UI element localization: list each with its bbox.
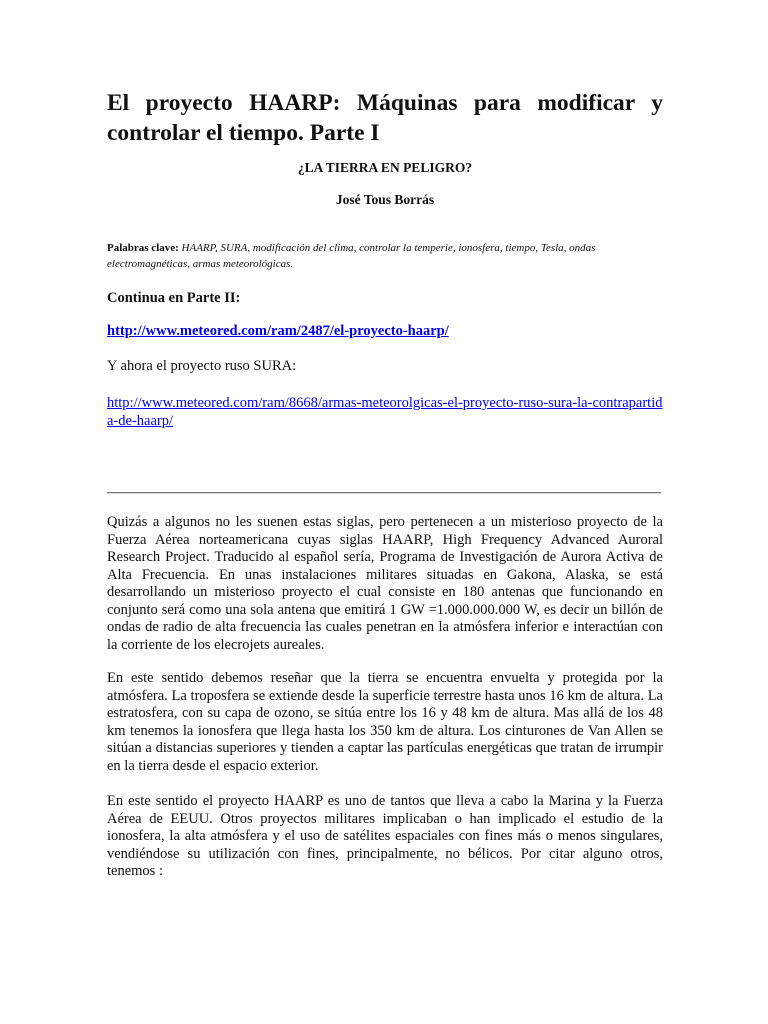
document-subtitle: ¿LA TIERRA EN PELIGRO? <box>297 160 473 175</box>
sura-intro: Y ahora el proyecto ruso SURA: <box>107 358 297 374</box>
body-paragraph-3: En este sentido el proyecto HAARP es uno de tantos que lleva a cabo la Marina y la Fuerza Aérea de EEUU. Otros proyectos militares implicaban o han implicado el estudio de la ionosfera, la alta atmósfera y el uso de satélites espaciales con fines más o menos singulares, vendiéndose su utilización con fines, principalmente, no bélicos. Por citar alguno otros, tenemos : <box>107 793 663 879</box>
part2-link[interactable]: http://www.meteored.com/ram/2487/el-proyecto-haarp/ <box>107 323 449 339</box>
sura-link[interactable]: http://www.meteored.com/ram/8668/armas-meteorolgicas-el-proyecto-ruso-sura-la-contrapartida-de-haarp/ <box>107 395 663 429</box>
keywords-block <box>107 240 663 272</box>
body-paragraph-2: En este sentido debemos reseñar que la tierra se encuentra envuelta y protegida por la atmósfera. La troposfera se extiende desde la superficie terrestre hasta unos 16 km de altura. La estratosfera, con su capa de ozono, se sitúa entre los 16 y 48 km de altura. Mas allá de los 48 km tenemos la ionosfera que llega hasta los 350 km de altura. Los cinturones de Van Allen se sitúan a distancias superiores y tienden a captar las partículas energéticas que tratan de irrumpir en la tierra desde el espacio exterior. <box>107 670 663 774</box>
author-name: José Tous Borrás <box>335 192 435 207</box>
keywords-text: HAARP, SURA, modificación del clima, controlar la temperie, ionosfera, tiempo, Tesla, ondas electromagnéticas, armas meteorológicas. <box>107 242 596 270</box>
document-title: El proyecto HAARP: Máquinas para modificar y controlar el tiempo. Parte I <box>107 90 663 146</box>
horizontal-divider <box>107 492 661 494</box>
body-paragraph-1: Quizás a algunos no les suenen estas siglas, pero pertenecen a un misterioso proyecto de la Fuerza Aérea norteamericana cuyas siglas HAARP, High Frequency Advanced Auroral Research Project. Traducido al español sería, Programa de Investigación de Aurora Activa de Alta Frecuencia. En unas instalaciones militares situadas en Gakona, Alaska, se está desarrollando un misterioso proyecto el cual consiste en 180 antenas que funcionando en conjunto será como una sola antena que emitirá 1 GW =1.000.000.000 W, es decir un billón de ondas de radio de alta frecuencia las cuales penetran en la atmósfera inferior e interactúan con la corriente de los elecrojets aureales. <box>107 514 663 653</box>
keywords-label: Palabras clave: <box>107 242 179 254</box>
continues-label: Continua en Parte II: <box>107 290 241 306</box>
